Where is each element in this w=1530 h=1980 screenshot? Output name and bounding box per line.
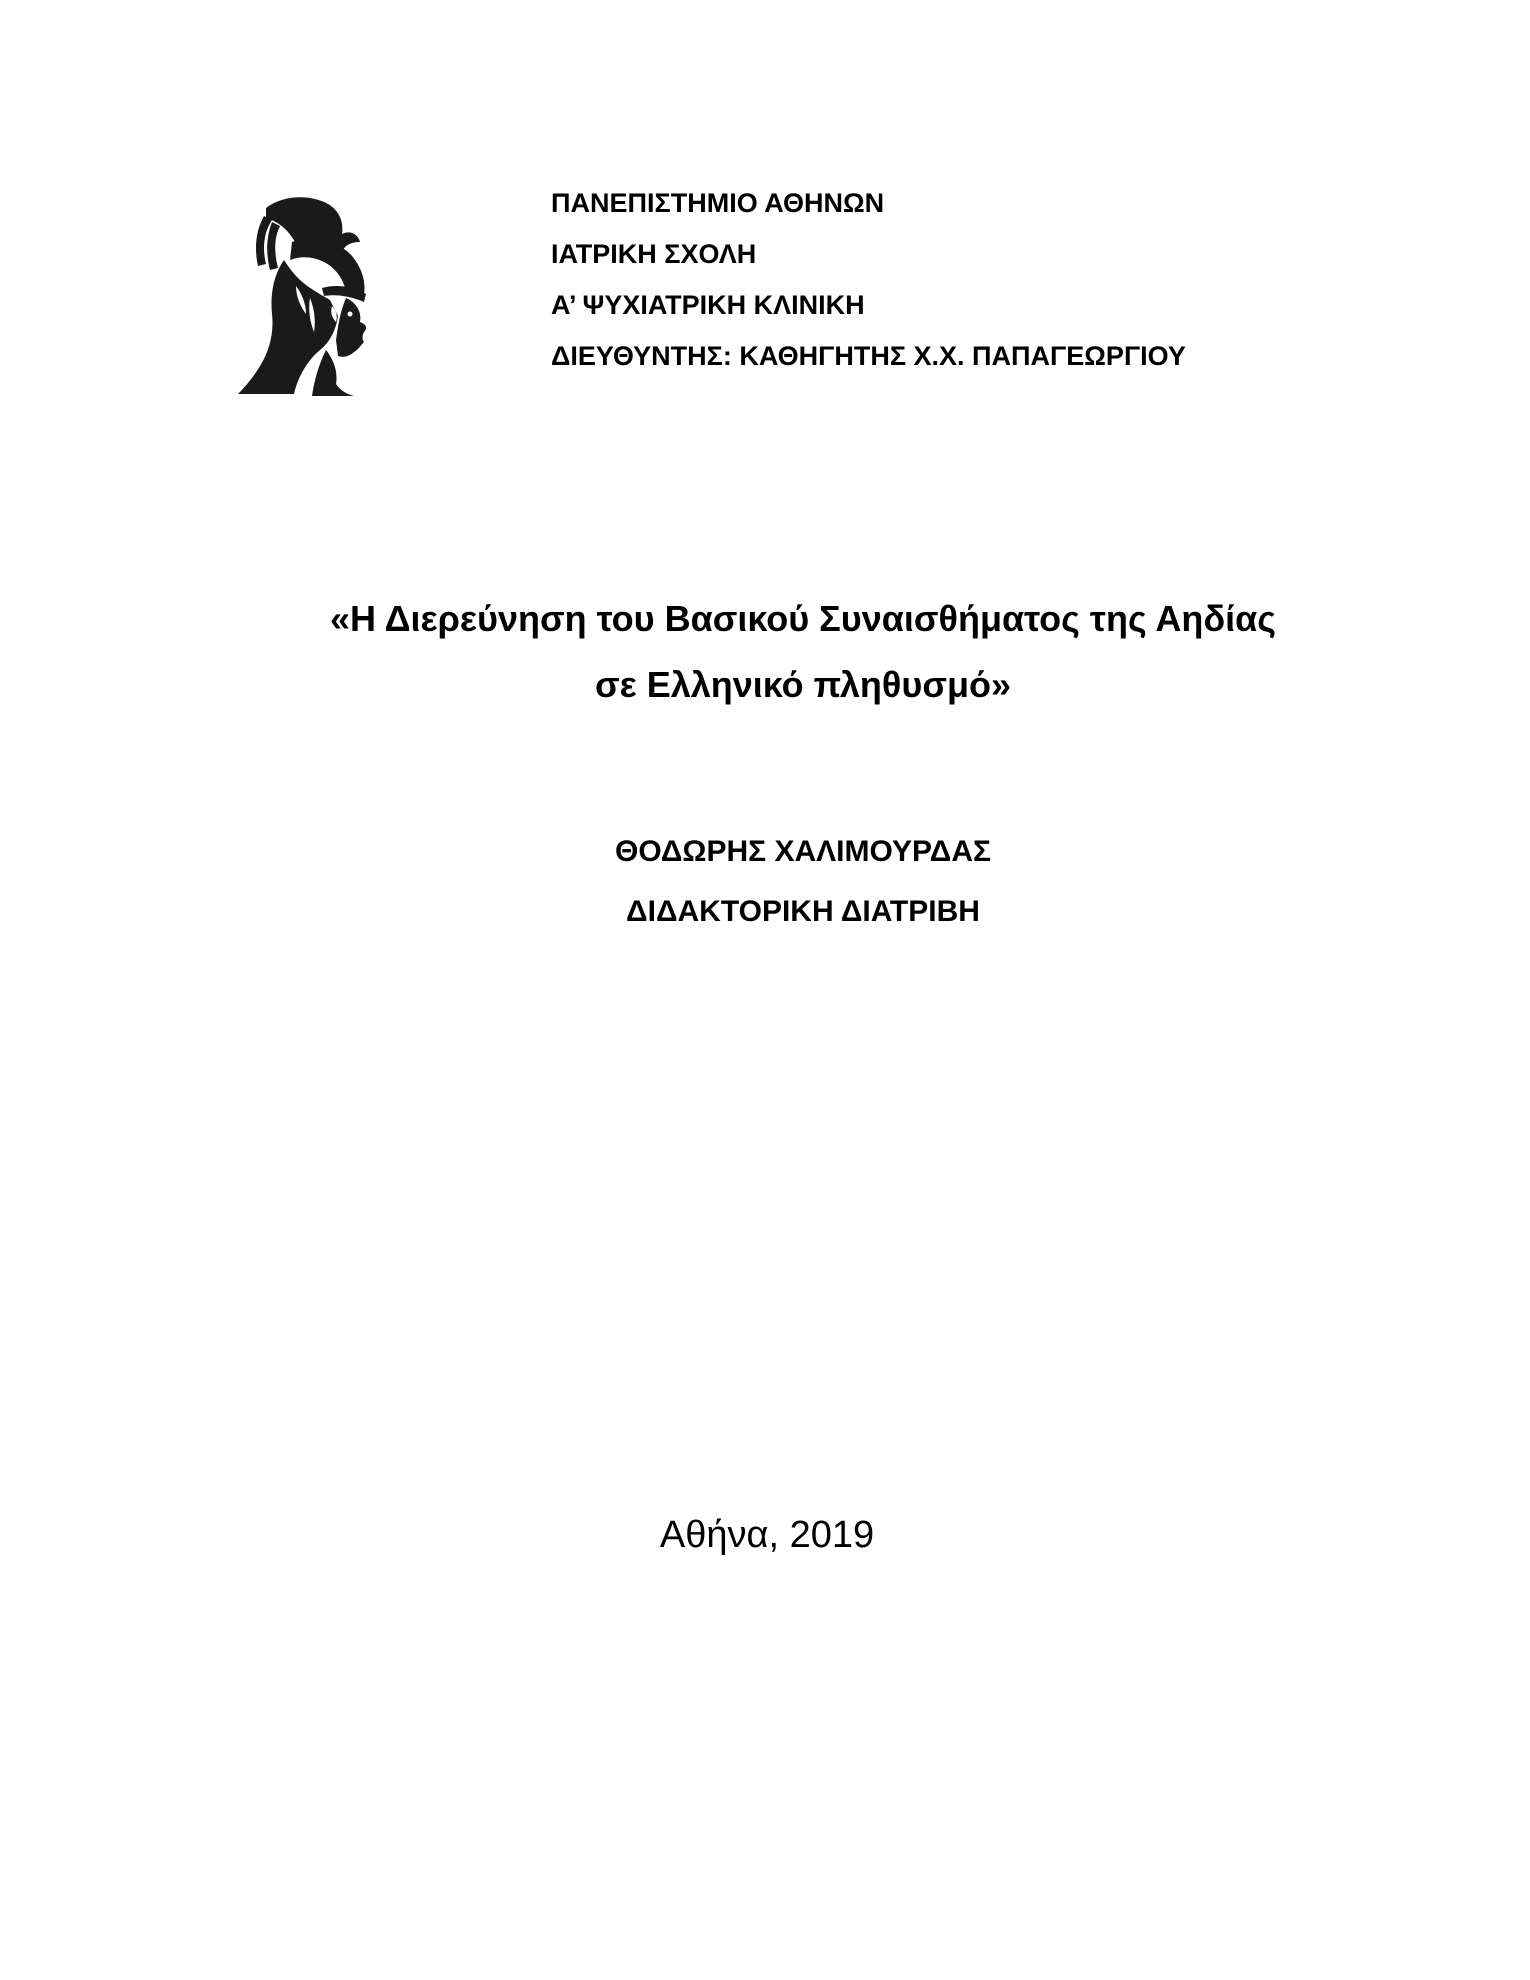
author-name: ΘΟΔΩΡΗΣ ΧΑΛΙΜΟΥΡΔΑΣ [614, 835, 992, 868]
author-section [0, 822, 1530, 942]
document-type: ΔΙΔΑΚΤΟΡΙΚΗ ΔΙΑΤΡΙΒΗ [626, 895, 980, 928]
director-line: ΔΙΕΥΘΥΝΤΗΣ: ΚΑΘΗΓΗΤΗΣ Χ.Χ. ΠΑΠΑΓΕΩΡΓΙΟΥ [551, 341, 1186, 371]
school-name: ΙΑΤΡΙΚΗ ΣΧΟΛΗ [551, 239, 757, 269]
clinic-name: Α’ ΨΥΧΙΑΤΡΙΚΗ ΚΛΙΝΙΚΗ [551, 290, 865, 320]
thesis-title-line-2: σε Ελληνικό πληθυσμό» [595, 664, 1011, 705]
thesis-title-line-1: «Η Διερεύνηση του Βασικού Συναισθήματος της Αηδίας [329, 598, 1277, 639]
thesis-title [0, 586, 1530, 718]
place-and-year: Αθήνα, 2019 [659, 1514, 875, 1556]
institution-header [551, 178, 1186, 382]
athena-head-icon [226, 190, 436, 400]
university-name: ΠΑΝΕΠΙΣΤΗΜΙΟ ΑΘΗΝΩΝ [551, 188, 885, 218]
